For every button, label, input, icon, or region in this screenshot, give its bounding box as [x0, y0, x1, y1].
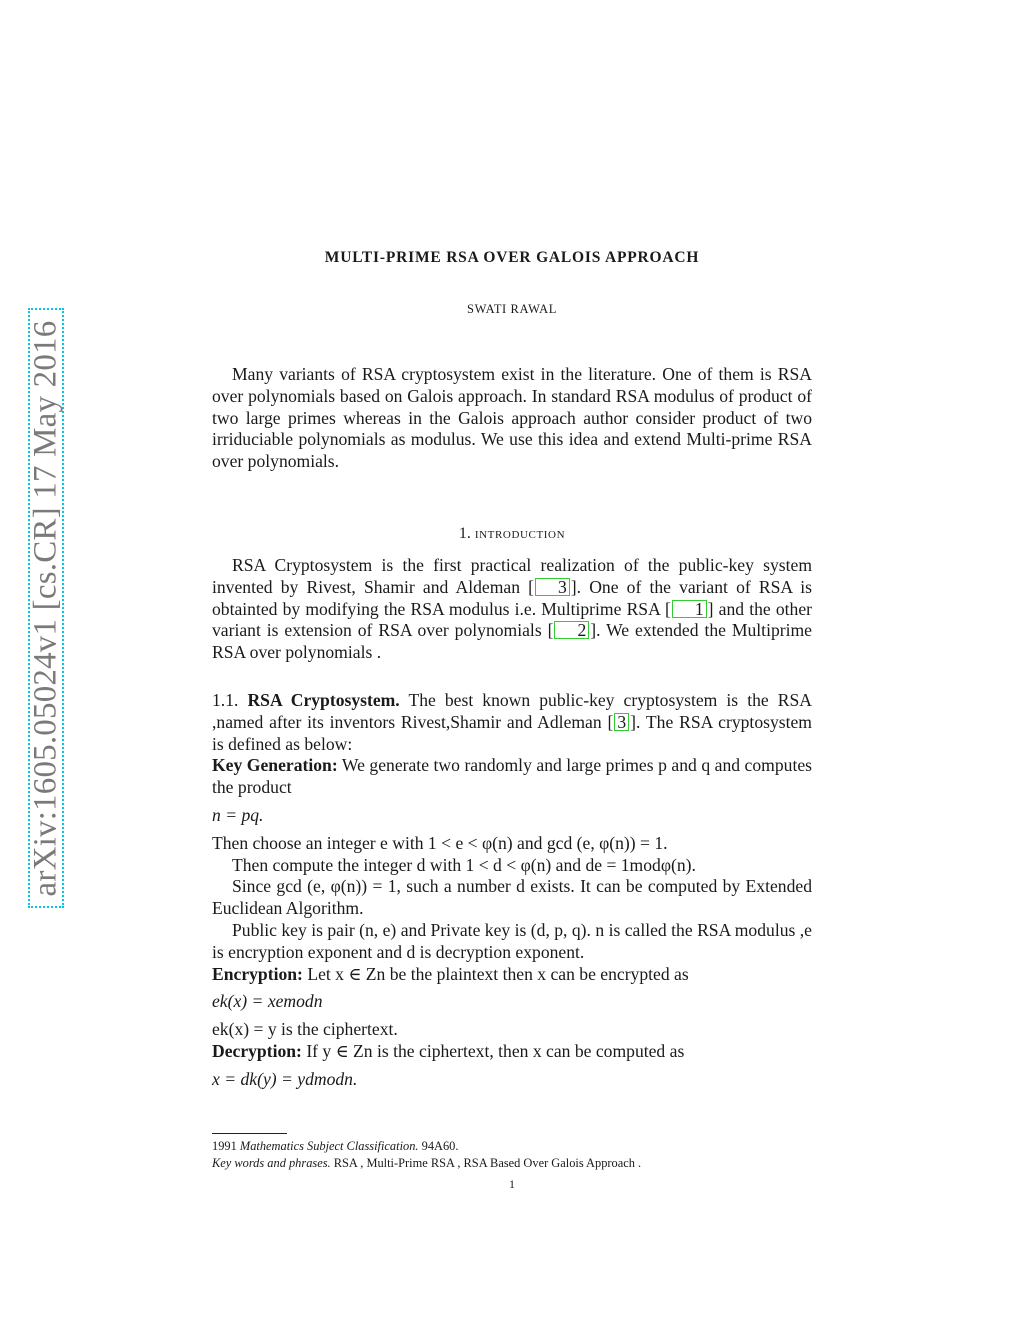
- equation-decryption: [212, 1069, 812, 1091]
- citation-link[interactable]: 3: [535, 578, 570, 596]
- equation-encryption-text: ek(x) = xemodn: [212, 991, 323, 1012]
- citation-link[interactable]: 2: [554, 621, 589, 639]
- msc-value: 94A60.: [421, 1139, 459, 1153]
- subsection-text-b: . The RSA cryptosystem is defined as below:: [212, 711, 812, 754]
- equation-decryption-text: x = dk(y) = ydmodn.: [212, 1068, 358, 1089]
- footnote-rule: [212, 1133, 287, 1134]
- paper-author: SWATI RAWAL: [467, 302, 557, 316]
- equation-n-text: n = pq.: [212, 804, 264, 825]
- msc-label: Mathematics Subject Classification.: [239, 1139, 419, 1153]
- footnotes: [212, 1138, 812, 1172]
- subsection-title: RSA Cryptosystem.: [247, 690, 400, 710]
- section-title: introduction: [474, 526, 566, 542]
- citation-link[interactable]: 3: [614, 713, 629, 731]
- compute-d-paragraph: Then compute the integer d with 1 < d < φ(n) and de = 1modφ(n).: [232, 854, 696, 875]
- rsa-subsection: [212, 690, 812, 1097]
- encryption-label: Encryption:: [212, 963, 303, 984]
- abstract: [212, 364, 812, 473]
- paper-title: MULTI-PRIME RSA OVER GALOIS APPROACH: [324, 249, 700, 266]
- encryption-text: Let x ∈ Zn be the plaintext then x can be encrypted as: [307, 963, 689, 984]
- equation-n: [212, 805, 812, 827]
- intro-text-b: . One of the variant of RSA is obtainted by modifying the RSA modulus i.e. Multiprime RSA: [212, 576, 812, 619]
- footnote-keywords: [212, 1155, 812, 1172]
- page-number: 1: [509, 1177, 515, 1191]
- choose-e-paragraph: Then choose an integer e with 1 < e < φ(n) and gcd (e, φ(n)) = 1.: [212, 832, 668, 853]
- intro-text-c: and the other variant is extension of RSA over polynomials: [212, 598, 812, 641]
- abstract-text: Many variants of RSA cryptosystem exist in the literature. One of them is RSA over polynomials based on Galois approach. In standard RSA modulus of product of two large primes whereas in the Galois approach author consider product of two irriduciable polynomials as modulus. We use this idea and extend Multi-prime RSA over polynomials.: [212, 364, 812, 472]
- since-paragraph: Since gcd (e, φ(n)) = 1, such a number d exists. It can be computed by Extended Euclidean Algorithm.: [212, 876, 812, 919]
- keywords-label: Key words and phrases.: [212, 1156, 331, 1170]
- decryption-paragraph: [212, 1041, 812, 1063]
- section-number: 1.: [458, 525, 471, 542]
- subsection-text-a: The best known public-key cryptosystem is the RSA ,named after its inventors Rivest,Shamir and Adleman: [212, 690, 812, 732]
- keygen-text: We generate two randomly and large primes p and q and computes the product: [212, 755, 812, 798]
- decryption-text: If y ∈ Zn is the ciphertext, then x can be computed as: [306, 1040, 685, 1061]
- arxiv-id-label: arXiv:1605.05024v1 [cs.CR] 17 May 2016: [27, 320, 64, 896]
- subsection-number: 1.1.: [212, 690, 239, 710]
- intro-text-a: RSA Cryptosystem is the first practical realization of the public-key system invented by Rivest, Shamir and Aldeman: [212, 555, 812, 597]
- keygen-label: Key Generation:: [212, 755, 338, 776]
- subsection-intro: 1.1. RSA Cryptosystem. The best known public-key cryptosystem is the RSA ,named after its inventors Rivest,Shamir and Adleman [ 3 ]. The RSA cryptosystem is defined as below:: [212, 690, 812, 754]
- citation-link[interactable]: 1: [672, 600, 707, 618]
- introduction-body: [212, 555, 812, 664]
- arxiv-sidebar-stamp[interactable]: [28, 308, 64, 908]
- public-key-paragraph: Public key is pair (n, e) and Private key is (d, p, q). n is called the RSA modulus ,e is encryption exponent and d is decryption exponent.: [212, 919, 812, 962]
- encryption-paragraph: [212, 964, 812, 986]
- intro-text-d: . We extended the Multiprime RSA over polynomials .: [212, 620, 812, 663]
- decryption-label: Decryption:: [212, 1040, 302, 1061]
- keywords-value: RSA , Multi-Prime RSA , RSA Based Over Galois Approach .: [333, 1156, 642, 1170]
- intro-paragraph: RSA Cryptosystem is the first practical realization of the public-key system invented by Rivest, Shamir and Aldeman [ 3 ]. One of the variant of RSA is obtainted by modifying the RSA modulus i.e. Multiprime RSA [ 1 ] and the other variant is extension of RSA over polynomials [ 2 ]. We extended the Multiprime RSA over polynomials .: [212, 555, 812, 663]
- keygen-paragraph: [212, 755, 812, 799]
- ciphertext-paragraph: ek(x) = y is the ciphertext.: [212, 1019, 398, 1040]
- equation-encryption: [212, 991, 812, 1013]
- footnote-msc: [212, 1138, 812, 1155]
- msc-year: 1991: [212, 1139, 237, 1153]
- section-heading: [0, 525, 1024, 543]
